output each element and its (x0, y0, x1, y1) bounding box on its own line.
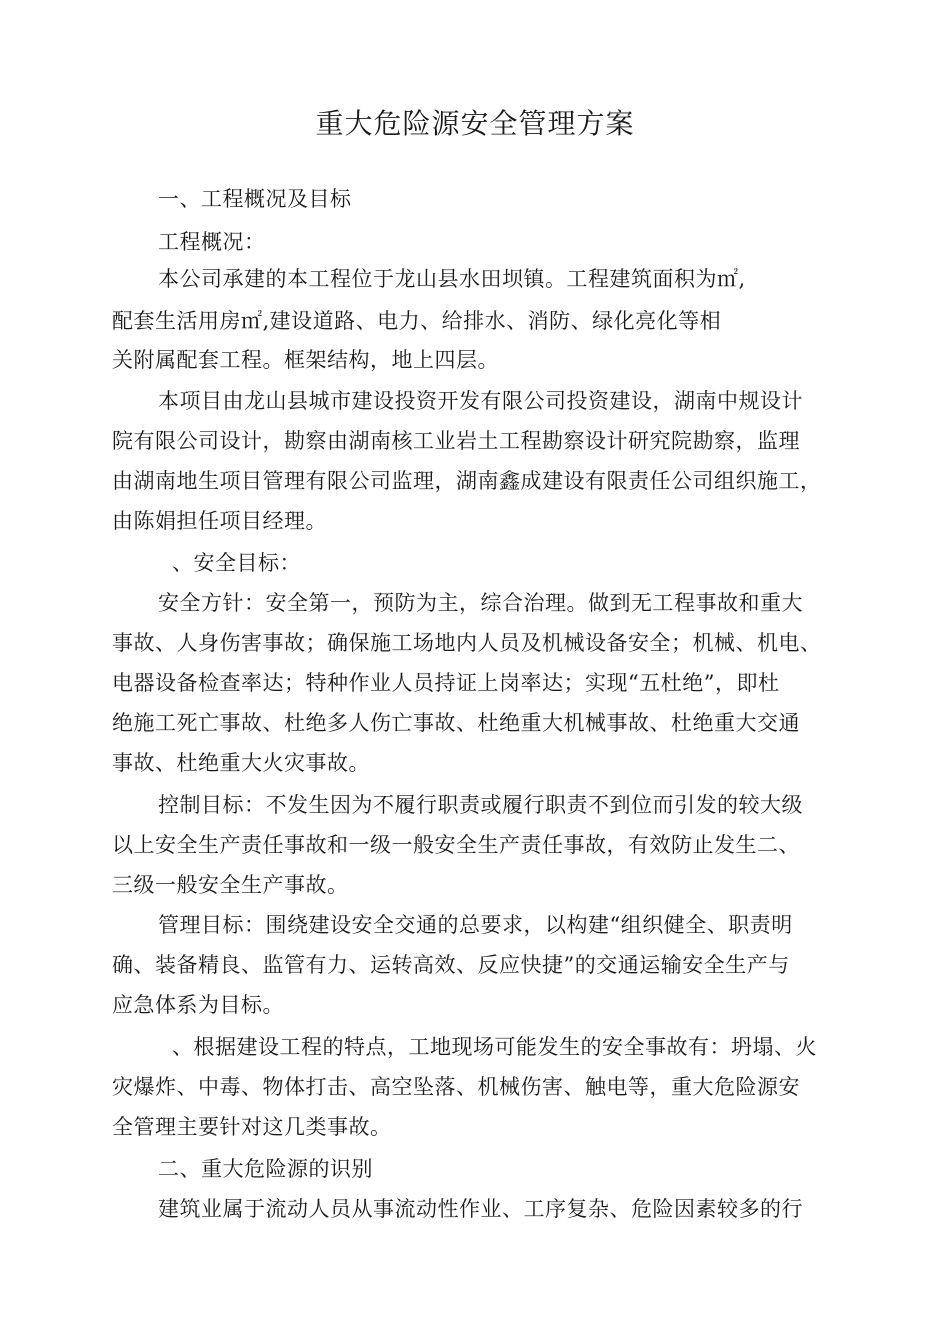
paragraph-line: 由陈娟担任项目经理。 (112, 509, 327, 533)
paragraph-line: 绝施工死亡事故、杜绝多人伤亡事故、杜绝重大机械事故、杜绝重大交通 (112, 711, 800, 735)
section-heading: 一、工程概况及目标 (158, 187, 352, 211)
paragraph-line: 建筑业属于流动人员从事流动性作业、工序复杂、危险因素较多的行 (158, 1197, 803, 1221)
paragraph-line: 配套生活用房㎡,建设道路、电力、给排水、消防、绿化亮化等相 (112, 309, 722, 333)
paragraph-line: 确、装备精良、监管有力、运转高效、反应快捷”的交通运输安全生产与 (112, 953, 790, 977)
paragraph-line: 安全方针：安全第一，预防为主，综合治理。做到无工程事故和重大 (158, 591, 803, 615)
paragraph-line: 控制目标：不发生因为不履行职责或履行职责不到位而引发的较大级 (158, 793, 803, 817)
paragraph-line: 事故、人身伤害事故；确保施工场地内人员及机械设备安全；机械、机电、 (112, 631, 822, 655)
subsection-heading: 工程概况： (158, 230, 266, 254)
paragraph-line: 本公司承建的本工程位于龙山县水田坝镇。工程建筑面积为㎡, (158, 267, 746, 291)
paragraph-line: 以上安全生产责任事故和一级一般安全生产责任事故，有效防止发生二、 (112, 833, 800, 857)
paragraph-line: 应急体系为目标。 (112, 993, 284, 1017)
paragraph-line: 管理目标：围绕建设安全交通的总要求，以构建“组织健全、职责明 (158, 913, 793, 937)
document-title: 重大危险源安全管理方案 (315, 107, 635, 140)
paragraph-line: 全管理主要针对这几类事故。 (112, 1115, 392, 1139)
section-heading: 二、重大危险源的识别 (158, 1157, 373, 1181)
paragraph-line: 电器设备检查率达；特种作业人员持证上岗率达；实现“五杜绝”，即杜 (112, 671, 780, 695)
paragraph-line: 院有限公司设计，勘察由湖南核工业岩土工程勘察设计研究院勘察，监理 (112, 429, 800, 453)
paragraph-line: 由湖南地生项目管理有限公司监理，湖南鑫成建设有限责任公司组织施工， (112, 469, 822, 493)
paragraph-line: 本项目由龙山县城市建设投资开发有限公司投资建设，湖南中规设计 (158, 389, 803, 413)
paragraph-line: 关附属配套工程。框架结构，地上四层。 (112, 348, 499, 372)
paragraph-line: 事故、杜绝重大火灾事故。 (112, 751, 370, 775)
subsection-heading: 、安全目标： (172, 551, 301, 575)
paragraph-line: 灾爆炸、中毒、物体打击、高空坠落、机械伤害、触电等，重大危险源安 (112, 1075, 800, 1099)
paragraph-line: 三级一般安全生产事故。 (112, 873, 349, 897)
paragraph-line: 、根据建设工程的特点，工地现场可能发生的安全事故有：坍塌、火 (172, 1035, 817, 1059)
